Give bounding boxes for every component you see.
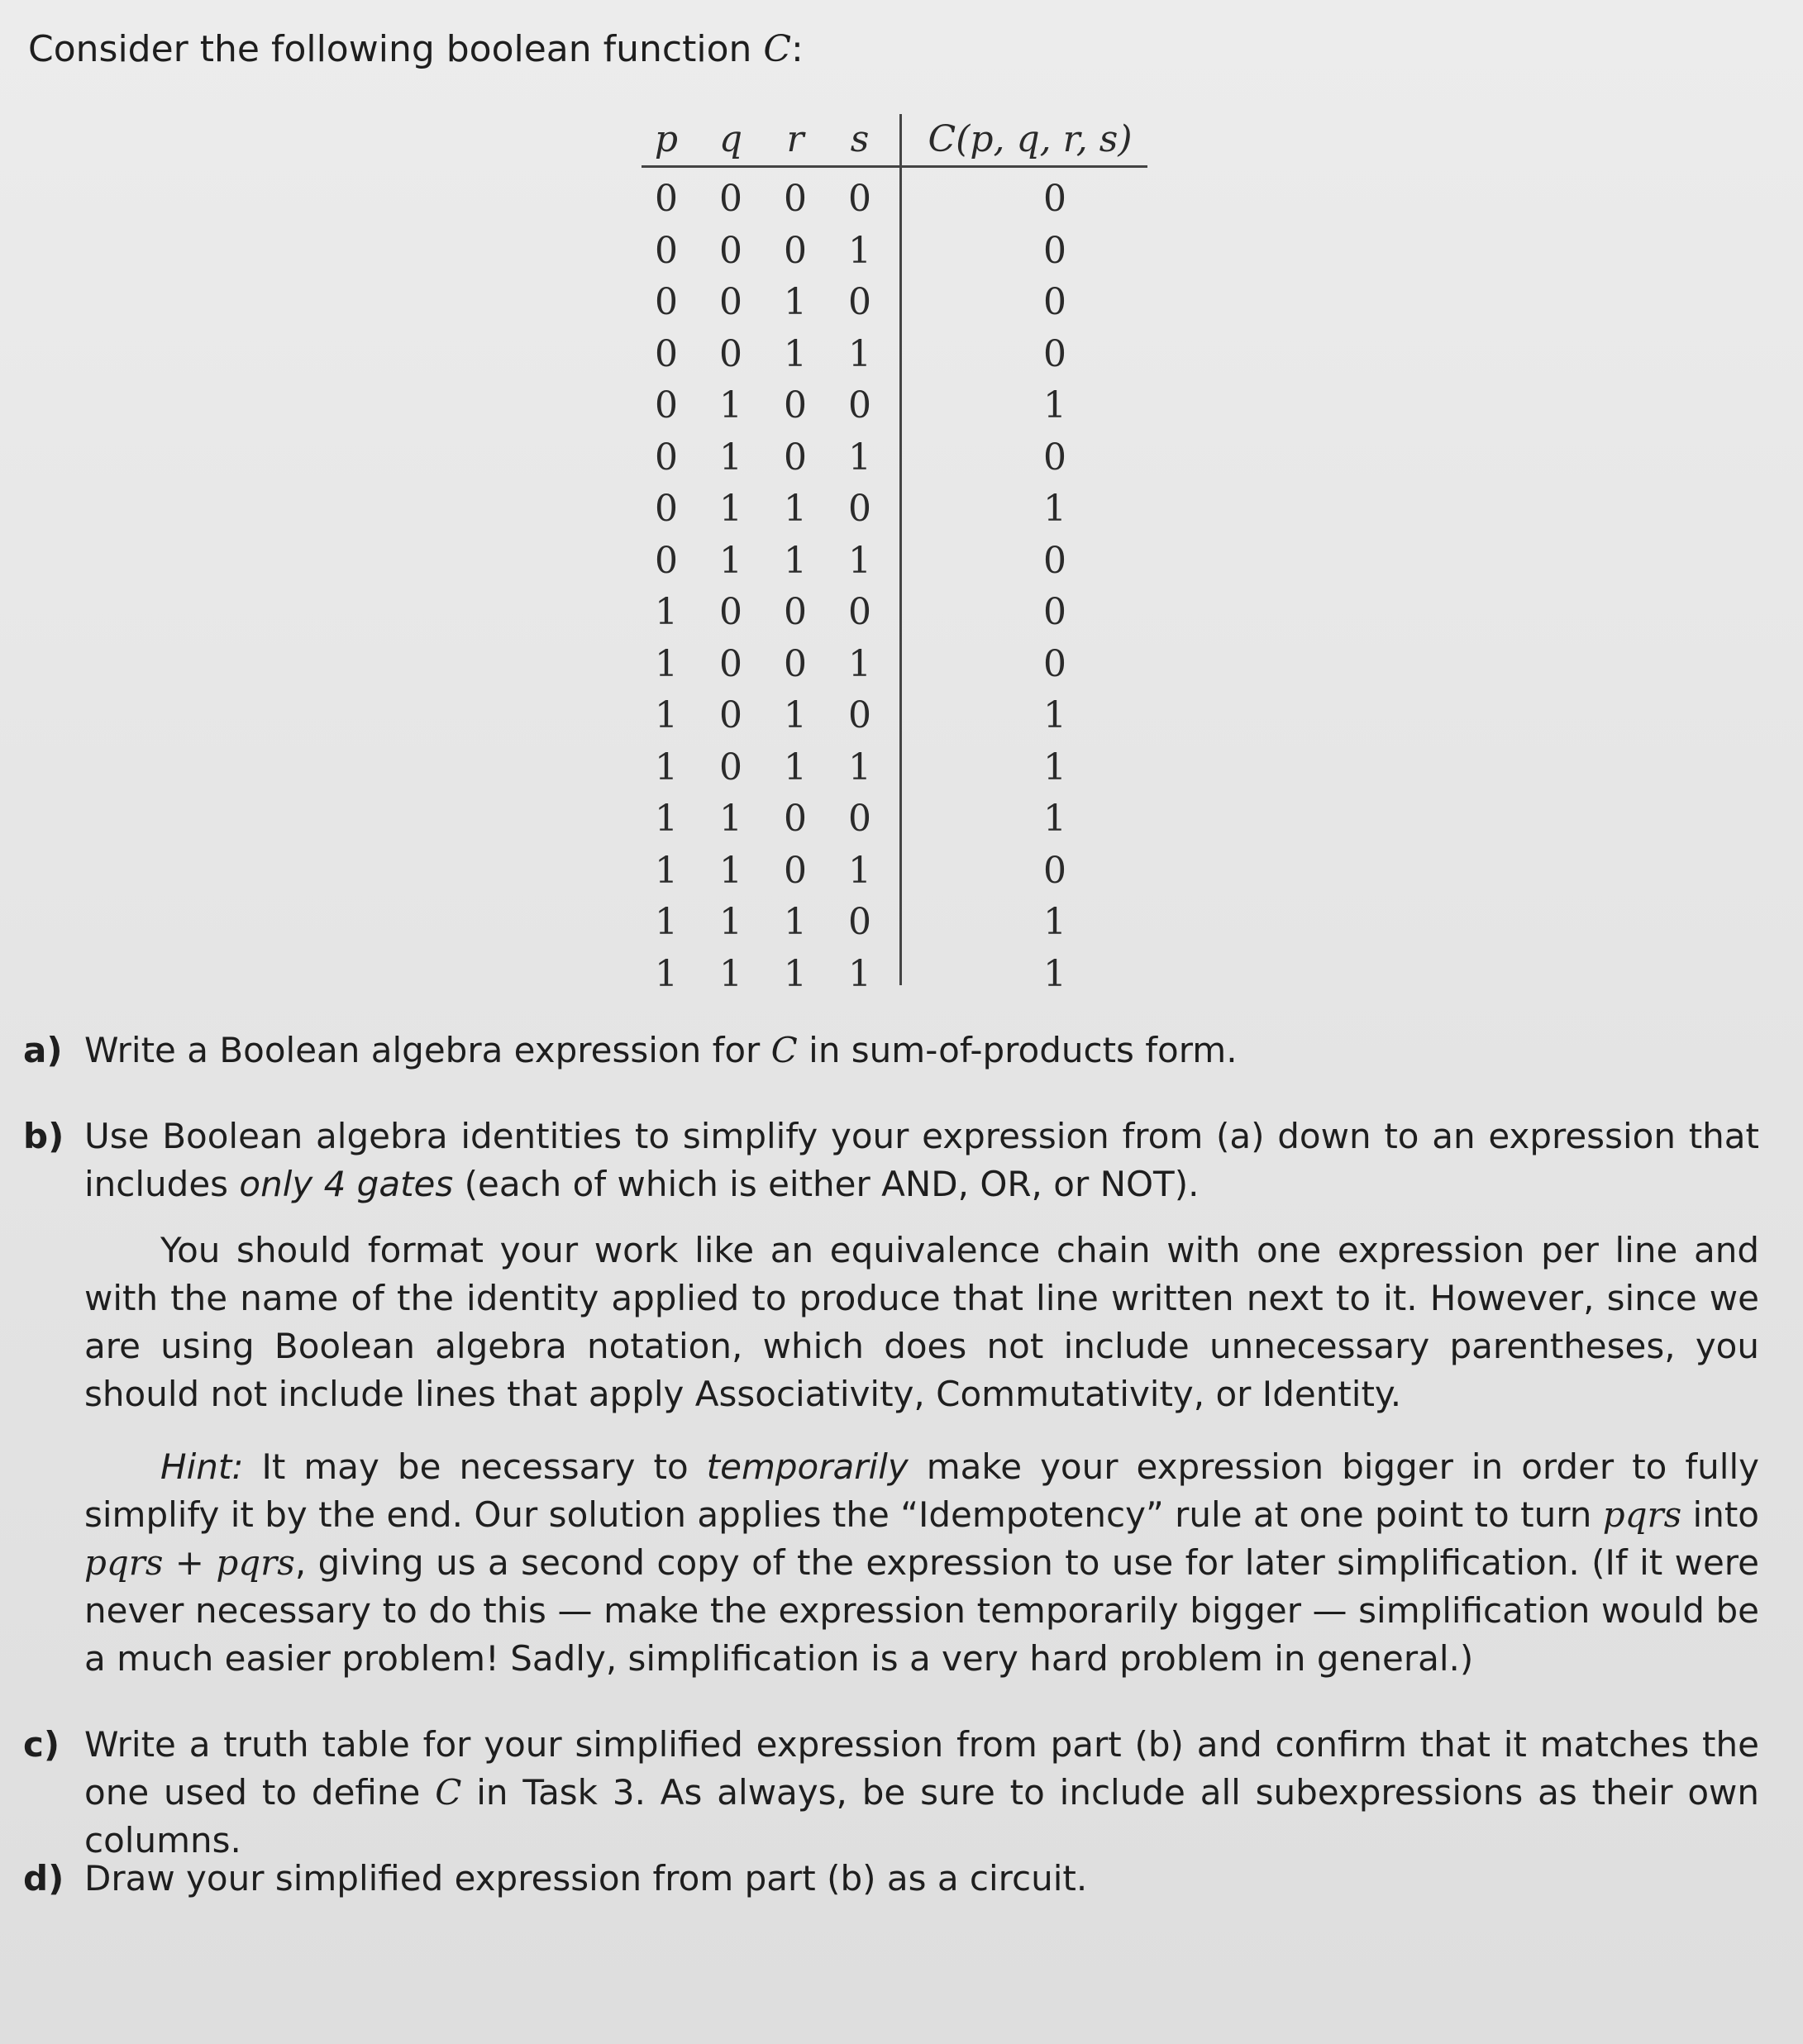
cell-r: 1 bbox=[784, 901, 807, 943]
cell-p: 1 bbox=[655, 694, 678, 736]
cell-s: 0 bbox=[848, 798, 871, 840]
question-a-text-1: Write a Boolean algebra expression for bbox=[84, 1030, 771, 1070]
question-c bbox=[23, 1721, 1767, 1865]
cell-q: 1 bbox=[719, 436, 742, 479]
cell-r: 0 bbox=[784, 591, 807, 633]
table-row bbox=[642, 432, 1147, 484]
cell-p: 0 bbox=[655, 436, 678, 479]
cell-r: 0 bbox=[784, 436, 807, 479]
cell-r: 1 bbox=[784, 952, 807, 995]
cell-r: 0 bbox=[784, 384, 807, 426]
truth-table-body bbox=[642, 174, 1147, 1000]
cell-s: 1 bbox=[848, 229, 871, 272]
cell-r: 0 bbox=[784, 229, 807, 272]
cell-q: 0 bbox=[719, 281, 742, 323]
cell-p: 0 bbox=[655, 539, 678, 582]
cell-p: 1 bbox=[655, 591, 678, 633]
cell-output: 0 bbox=[1043, 178, 1066, 220]
question-d bbox=[23, 1855, 1767, 1903]
cell-q: 1 bbox=[719, 384, 742, 426]
cell-q: 1 bbox=[719, 798, 742, 840]
cell-p: 1 bbox=[655, 798, 678, 840]
cell-r: 0 bbox=[784, 849, 807, 892]
cell-s: 0 bbox=[848, 901, 871, 943]
cell-q: 1 bbox=[719, 488, 742, 530]
cell-s: 0 bbox=[848, 694, 871, 736]
question-a-text bbox=[84, 1027, 1767, 1074]
intro-var: C bbox=[763, 28, 792, 70]
cell-q: 0 bbox=[719, 332, 742, 375]
cell-output: 1 bbox=[1043, 488, 1066, 530]
table-row bbox=[642, 742, 1147, 794]
table-row bbox=[642, 277, 1147, 329]
question-b-hint bbox=[84, 1443, 1759, 1683]
cell-q: 1 bbox=[719, 849, 742, 892]
cell-q: 0 bbox=[719, 591, 742, 633]
intro-lead: Consider the following boolean function bbox=[28, 28, 764, 70]
cell-q: 1 bbox=[719, 952, 742, 995]
header-p: p bbox=[654, 118, 679, 160]
table-row bbox=[642, 846, 1147, 898]
cell-r: 1 bbox=[784, 746, 807, 789]
cell-s: 1 bbox=[848, 332, 871, 375]
cell-p: 1 bbox=[655, 901, 678, 943]
table-row bbox=[642, 536, 1147, 588]
cell-s: 1 bbox=[848, 642, 871, 685]
cell-output: 0 bbox=[1043, 642, 1066, 685]
cell-p: 1 bbox=[655, 952, 678, 995]
question-b-emph: only 4 gates bbox=[239, 1164, 454, 1204]
cell-r: 0 bbox=[784, 178, 807, 220]
cell-p: 0 bbox=[655, 281, 678, 323]
question-b-text bbox=[84, 1113, 1759, 1208]
table-row bbox=[642, 329, 1147, 381]
hint-emph: temporarily bbox=[706, 1446, 909, 1487]
cell-output: 1 bbox=[1043, 384, 1066, 426]
cell-output: 0 bbox=[1043, 229, 1066, 272]
cell-s: 0 bbox=[848, 384, 871, 426]
cell-output: 0 bbox=[1043, 849, 1066, 892]
cell-s: 0 bbox=[848, 281, 871, 323]
header-r: r bbox=[786, 118, 804, 160]
hint-expr-1: pqrs bbox=[1602, 1494, 1682, 1535]
hint-text-4: , giving us a second copy of the expression to use for later simplification. (If it were never necessary to do this — make the expression temporarily bigger — simplification would be a much easier problem! Sadly, simplification is a very hard problem in general.) bbox=[84, 1542, 1759, 1679]
cell-p: 0 bbox=[655, 384, 678, 426]
cell-output: 0 bbox=[1043, 436, 1066, 479]
cell-r: 0 bbox=[784, 798, 807, 840]
question-a-var: C bbox=[770, 1030, 798, 1070]
question-c-text bbox=[84, 1721, 1759, 1865]
header-q: q bbox=[718, 118, 743, 160]
cell-q: 0 bbox=[719, 694, 742, 736]
intro-colon: : bbox=[791, 28, 804, 70]
table-row bbox=[642, 639, 1147, 691]
hint-text-3: into bbox=[1681, 1494, 1759, 1535]
cell-s: 0 bbox=[848, 591, 871, 633]
cell-output: 0 bbox=[1043, 539, 1066, 582]
question-c-label: c) bbox=[23, 1724, 60, 1765]
cell-s: 1 bbox=[848, 849, 871, 892]
cell-r: 1 bbox=[784, 539, 807, 582]
table-row bbox=[642, 897, 1147, 949]
hint-text-1: It may be necessary to bbox=[243, 1446, 707, 1487]
question-c-var: C bbox=[435, 1772, 462, 1813]
cell-p: 1 bbox=[655, 746, 678, 789]
question-a bbox=[23, 1027, 1767, 1074]
hint-text-2: make your expression bigger in order to fully simplify it by the end. Our solution applies the “Idempotency” rule at one point to turn bbox=[84, 1446, 1759, 1535]
cell-p: 0 bbox=[655, 488, 678, 530]
cell-output: 0 bbox=[1043, 281, 1066, 323]
cell-p: 1 bbox=[655, 642, 678, 685]
table-row bbox=[642, 174, 1147, 226]
truth-table-header bbox=[642, 114, 1147, 165]
question-c-text-2: in Task 3. As always, be sure to include all subexpressions as their own columns. bbox=[84, 1772, 1759, 1861]
cell-p: 0 bbox=[655, 229, 678, 272]
cell-s: 1 bbox=[848, 952, 871, 995]
question-d-text: Draw your simplified expression from part (b) as a circuit. bbox=[84, 1858, 1088, 1899]
question-a-label: a) bbox=[23, 1030, 63, 1070]
cell-output: 1 bbox=[1043, 952, 1066, 995]
cell-p: 0 bbox=[655, 332, 678, 375]
cell-output: 1 bbox=[1043, 798, 1066, 840]
table-row bbox=[642, 380, 1147, 432]
table-row bbox=[642, 690, 1147, 742]
cell-q: 0 bbox=[719, 178, 742, 220]
question-b-text-1: Use Boolean algebra identities to simplify your expression from (a) down to an expression that includes bbox=[84, 1116, 1759, 1204]
header-output: C(p, q, r, s) bbox=[928, 118, 1133, 160]
table-row bbox=[642, 793, 1147, 846]
header-rule bbox=[642, 165, 1147, 168]
cell-p: 0 bbox=[655, 178, 678, 220]
question-c-text-1: Write a truth table for your simplified expression from part (b) and confirm that it matches the one used to define bbox=[84, 1724, 1759, 1813]
cell-r: 1 bbox=[784, 694, 807, 736]
cell-q: 1 bbox=[719, 539, 742, 582]
cell-s: 1 bbox=[848, 746, 871, 789]
cell-s: 0 bbox=[848, 488, 871, 530]
table-row bbox=[642, 226, 1147, 278]
cell-s: 1 bbox=[848, 436, 871, 479]
intro-text bbox=[28, 25, 804, 74]
cell-r: 1 bbox=[784, 488, 807, 530]
truth-table bbox=[642, 114, 1147, 995]
cell-s: 1 bbox=[848, 539, 871, 582]
cell-r: 1 bbox=[784, 281, 807, 323]
cell-r: 1 bbox=[784, 332, 807, 375]
question-b-label: b) bbox=[23, 1116, 64, 1156]
cell-s: 0 bbox=[848, 178, 871, 220]
cell-output: 1 bbox=[1043, 694, 1066, 736]
cell-output: 1 bbox=[1043, 746, 1066, 789]
hint-label: Hint: bbox=[160, 1446, 244, 1487]
question-b-paragraph: You should format your work like an equivalence chain with one expression per line and with the name of the identity applied to produce that line written next to it. However, since we are using Boolean algebra notation, which does not include unnecessary parentheses, you should not include lines that apply Associativity, Commutativity, or Identity. bbox=[84, 1230, 1759, 1414]
cell-output: 0 bbox=[1043, 332, 1066, 375]
question-d-label: d) bbox=[23, 1858, 64, 1899]
question-b bbox=[23, 1113, 1767, 1208]
cell-q: 0 bbox=[719, 746, 742, 789]
cell-q: 1 bbox=[719, 901, 742, 943]
cell-p: 1 bbox=[655, 849, 678, 892]
cell-r: 0 bbox=[784, 642, 807, 685]
table-row bbox=[642, 949, 1147, 1001]
table-row bbox=[642, 484, 1147, 536]
hint-expr-2: pqrs + pqrs bbox=[84, 1542, 295, 1583]
table-row bbox=[642, 587, 1147, 639]
question-a-text-2: in sum-of-products form. bbox=[797, 1030, 1238, 1070]
cell-output: 0 bbox=[1043, 591, 1066, 633]
cell-output: 1 bbox=[1043, 901, 1066, 943]
question-b-text-2: (each of which is either AND, OR, or NOT). bbox=[453, 1164, 1200, 1204]
header-s: s bbox=[850, 118, 870, 160]
cell-q: 0 bbox=[719, 229, 742, 272]
cell-q: 0 bbox=[719, 642, 742, 685]
